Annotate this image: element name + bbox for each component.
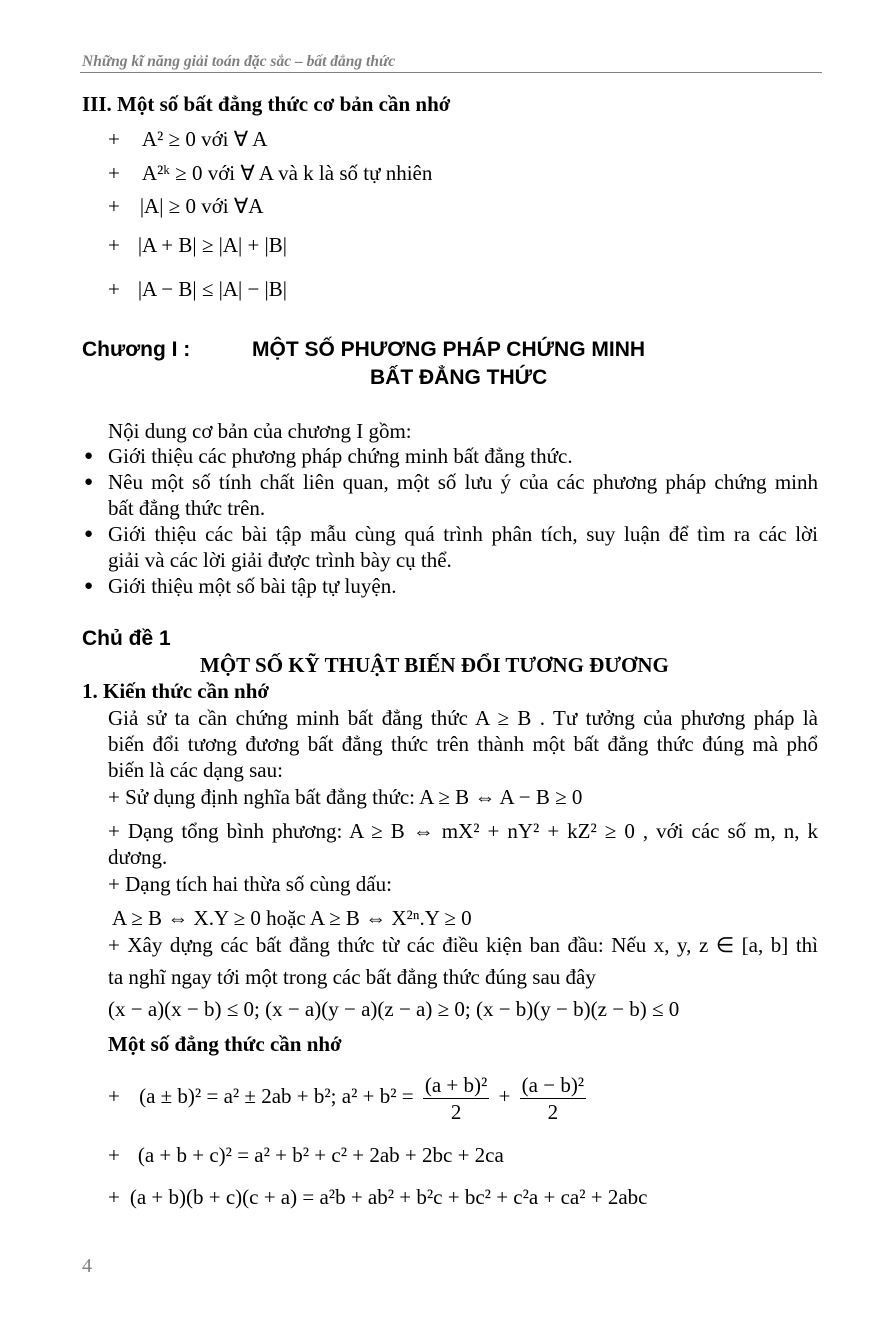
plus-sign: + xyxy=(498,1084,511,1108)
method-conditions-cont: ta nghĩ ngay tới một trong các bất đẳng thức đúng sau đây xyxy=(108,965,596,989)
identity-1-prefix: (a ± b)² = a² ± 2ab + b²; a² + b² = xyxy=(139,1084,414,1108)
list-item xyxy=(108,233,287,257)
plus-bullet: + xyxy=(108,127,120,151)
fraction xyxy=(520,1072,586,1125)
chapter-title-line1: MỘT SỐ PHƯƠNG PHÁP CHỨNG MINH xyxy=(252,338,646,361)
bullet-text-cont: giải và các lời giải được trình bày cụ thể. xyxy=(108,548,452,572)
conditions-formula: (x − a)(x − b) ≤ 0; (x − a)(y − a)(z − a) ≥ 0; (x − b)(y − b)(z − b) ≤ 0 xyxy=(108,997,680,1021)
list-item xyxy=(108,277,287,301)
method-definition: + Sử dụng định nghĩa bất đẳng thức: A ≥ B ⇔ A − B ≥ 0 xyxy=(108,785,583,809)
subsection-title: 1. Kiến thức cần nhớ xyxy=(82,679,270,703)
chapter-intro: Nội dung cơ bản của chương I gồm: xyxy=(108,419,412,443)
formula: |A| ≥ 0 với ∀A xyxy=(139,194,264,218)
identity-3 xyxy=(108,1185,648,1209)
denominator: 2 xyxy=(547,1099,559,1124)
identities-title: Một số đẳng thức cần nhớ xyxy=(108,1032,342,1056)
formula: A²ᵏ ≥ 0 với ∀ A và k là số tự nhiên xyxy=(141,161,433,185)
bullet-text: Giới thiệu một số bài tập tự luyện. xyxy=(108,574,397,598)
list-item xyxy=(108,194,263,218)
bullet-dot: ● xyxy=(84,578,94,594)
formula: |A − B| ≤ |A| − |B| xyxy=(137,277,287,301)
list-item xyxy=(108,161,432,185)
method-sum-squares-cont: dương. xyxy=(108,845,168,869)
page-number: 4 xyxy=(82,1255,92,1277)
identity-2 xyxy=(108,1143,504,1167)
header-rule xyxy=(80,72,822,73)
method-sum-squares: + Dạng tổng bình phương: A ≥ B ⇔ mX² + nY² + kZ² ≥ 0 , với các số m, n, k xyxy=(108,819,818,843)
bullet-text: Nêu một số tính chất liên quan, một số lưu ý của các phương pháp chứng minh xyxy=(108,470,818,494)
plus-bullet: + xyxy=(108,233,120,257)
denominator: 2 xyxy=(450,1099,462,1124)
plus-bullet: + xyxy=(108,1185,120,1209)
identity-1 xyxy=(108,1070,590,1125)
method-conditions: + Xây dựng các bất đẳng thức từ các điều kiện ban đầu: Nếu x, y, z ∈ [a, b] thì xyxy=(108,933,818,957)
numerator: (a − b)² xyxy=(521,1072,585,1097)
paragraph-line: Giả sử ta cần chứng minh bất đẳng thức A ≥ B . Tư tưởng của phương pháp là xyxy=(108,706,818,730)
bullet-text-cont: bất đẳng thức trên. xyxy=(108,496,266,520)
formula: |A + B| ≥ |A| + |B| xyxy=(137,233,287,257)
bullet-dot: ● xyxy=(84,474,94,490)
plus-bullet: + xyxy=(108,161,120,185)
list-item xyxy=(108,127,267,151)
chapter-label: Chương I : xyxy=(82,338,191,361)
running-header: Những kĩ năng giải toán đặc sắc – bất đẳng thức xyxy=(82,53,396,70)
method-product: + Dạng tích hai thừa số cùng dấu: xyxy=(108,872,392,896)
chapter-title-line2: BẤT ĐẲNG THỨC xyxy=(370,366,548,389)
bullet-dot: ● xyxy=(84,448,94,464)
plus-bullet: + xyxy=(108,1084,120,1108)
bullet-dot: ● xyxy=(84,526,94,542)
formula: (a + b)(b + c)(c + a) = a²b + ab² + b²c + bc² + c²a + ca² + 2abc xyxy=(129,1185,648,1209)
formula: (a + b + c)² = a² + b² + c² + 2ab + 2bc + 2ca xyxy=(137,1143,504,1167)
plus-bullet: + xyxy=(108,277,120,301)
topic-label: Chủ đề 1 xyxy=(82,627,171,650)
paragraph-line: biến đổi tương đương bất đẳng thức trên thành một bất đẳng thức đúng mà phổ xyxy=(108,732,818,756)
method-product-formula: A ≥ B ⇔ X.Y ≥ 0 hoặc A ≥ B ⇔ X²ⁿ.Y ≥ 0 xyxy=(112,906,472,930)
plus-bullet: + xyxy=(108,194,120,218)
fraction xyxy=(423,1072,489,1125)
paragraph-line: biến là các dạng sau: xyxy=(108,758,283,782)
plus-bullet: + xyxy=(108,1143,120,1167)
section-title: III. Một số bất đẳng thức cơ bản cần nhớ xyxy=(82,92,451,116)
topic-title: MỘT SỐ KỸ THUẬT BIẾN ĐỔI TƯƠNG ĐƯƠNG xyxy=(200,653,669,677)
formula: A² ≥ 0 với ∀ A xyxy=(141,127,268,151)
numerator: (a + b)² xyxy=(424,1072,488,1097)
bullet-text: Giới thiệu các phương pháp chứng minh bất đẳng thức. xyxy=(108,444,573,468)
bullet-text: Giới thiệu các bài tập mẫu cùng quá trình phân tích, suy luận để tìm ra các lời xyxy=(108,522,818,546)
